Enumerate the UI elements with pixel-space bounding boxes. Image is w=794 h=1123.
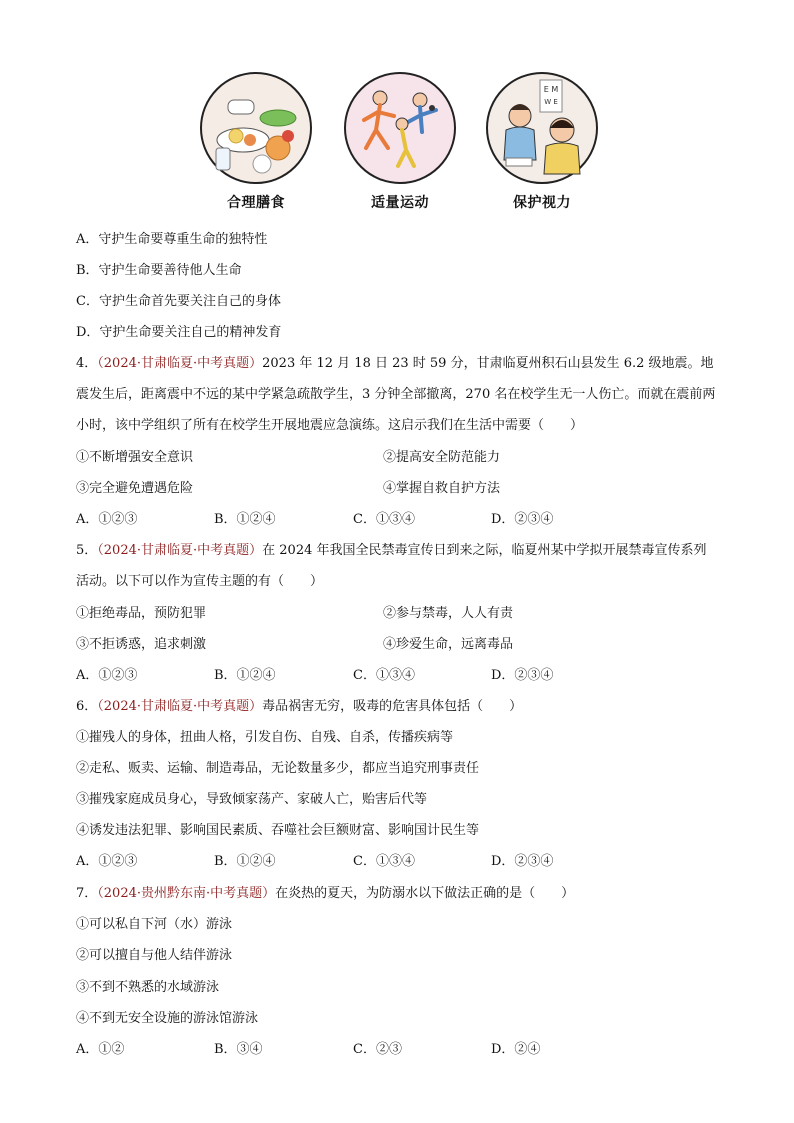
q7-item-2: ②可以擅自与他人结伴游泳 — [76, 948, 233, 963]
q7-choice-b: B．③④ — [214, 1042, 263, 1057]
q4-item-1: ①不断增强安全意识 — [76, 450, 194, 465]
q3-option-a: A．守护生命要尊重生命的独特性 — [76, 232, 268, 247]
q4-choice-a: A．①②③ — [76, 512, 138, 527]
exercise-icon — [342, 70, 458, 186]
q7-choice-a: A．①② — [76, 1042, 125, 1057]
q6-item-4: ④诱发违法犯罪、影响国民素质、吞噬社会巨额财富、影响国计民生等 — [76, 823, 480, 838]
question-source: （2024·甘肃临夏·中考真题） — [97, 699, 263, 714]
q6-stem — [76, 698, 522, 716]
food-plate-icon — [198, 70, 314, 186]
q7-choice-c: C．②③ — [353, 1042, 402, 1057]
q4-item-3: ③完全避免遭遇危险 — [76, 481, 194, 496]
q6-item-3: ③摧残家庭成员身心，导致倾家荡产、家破人亡，贻害后代等 — [76, 792, 428, 807]
q3-option-d: D．守护生命要关注自己的精神发育 — [76, 325, 282, 340]
q5-choice-c: C．①③④ — [353, 668, 415, 683]
q5-choice-a: A．①②③ — [76, 668, 138, 683]
q5-choice-b: B．①②④ — [214, 668, 276, 683]
question-text: 在 2024 年我国全民禁毒宣传日到来之际，临夏州某中学拟开展禁毒宣传系列活动。以下可以作为宣传主题的有（ ） — [76, 543, 707, 589]
q5-item-4: ④珍爱生命，远离毒品 — [383, 637, 514, 652]
q4-item-4: ④掌握自救自护方法 — [383, 481, 501, 496]
q4-choice-b: B．①②④ — [214, 512, 276, 527]
question-text: 毒品祸害无穷，吸毒的危害具体包括（ ） — [262, 699, 523, 714]
illustration-eyes — [482, 70, 602, 212]
q7-item-1: ①可以私自下河（水）游泳 — [76, 917, 233, 932]
q5-choice-d: D．②③④ — [491, 668, 554, 683]
q5-stem — [76, 535, 716, 597]
q6-choice-c: C．①③④ — [353, 854, 415, 869]
question-number: 7． — [76, 886, 98, 901]
q3-option-b: B．守护生命要善待他人生命 — [76, 263, 242, 278]
illustration-row — [196, 70, 616, 210]
q6-item-2: ②走私、贩卖、运输、制造毒品，无论数量多少，都应当追究刑事责任 — [76, 761, 480, 776]
q4-choice-c: C．①③④ — [353, 512, 415, 527]
q7-item-4: ④不到无安全设施的游泳馆游泳 — [76, 1011, 259, 1026]
q4-stem — [76, 348, 716, 441]
question-number: 4． — [76, 356, 98, 371]
q7-stem — [76, 885, 574, 903]
q4-choice-d: D．②③④ — [491, 512, 554, 527]
question-text: 2023 年 12 月 18 日 23 时 59 分，甘肃临夏州积石山县发生 6.2 级地震。地震发生后，距离震中不远的某中学紧急疏散学生，3 分钟全部撤离，270 名在校学生无一人伤亡。而就在震前两小时，该中学组织了所有在校学生开展地震应急演练。这启示我们在生活中需要（ ） — [76, 356, 716, 433]
q6-choice-d: D．②③④ — [491, 854, 554, 869]
illustration-caption: 合理膳食 — [227, 195, 285, 211]
q5-item-3: ③不拒诱惑，追求刺激 — [76, 637, 207, 652]
illustration-diet — [196, 70, 316, 212]
question-number: 6． — [76, 699, 98, 714]
q6-choice-b: B．①②④ — [214, 854, 276, 869]
q5-item-2: ②参与禁毒，人人有责 — [383, 606, 514, 621]
question-number: 5． — [76, 543, 98, 558]
question-text: 在炎热的夏天，为防溺水以下做法正确的是（ ） — [275, 886, 575, 901]
illustration-caption: 适量运动 — [371, 195, 429, 211]
svg-text:E M: E M — [543, 85, 559, 94]
q3-option-c: C．守护生命首先要关注自己的身体 — [76, 294, 281, 309]
question-source: （2024·甘肃临夏·中考真题） — [97, 356, 263, 371]
eye-care-icon — [484, 70, 600, 186]
question-source: （2024·贵州黔东南·中考真题） — [97, 886, 276, 901]
q5-item-1: ①拒绝毒品，预防犯罪 — [76, 606, 207, 621]
question-source: （2024·甘肃临夏·中考真题） — [97, 543, 263, 558]
q7-item-3: ③不到不熟悉的水域游泳 — [76, 980, 220, 995]
q6-choice-a: A．①②③ — [76, 854, 138, 869]
svg-text:W E: W E — [544, 98, 558, 106]
illustration-caption: 保护视力 — [513, 195, 571, 211]
q7-choice-d: D．②④ — [491, 1042, 541, 1057]
q4-item-2: ②提高安全防范能力 — [383, 450, 501, 465]
q6-item-1: ①摧残人的身体，扭曲人格，引发自伤、自残、自杀，传播疾病等 — [76, 730, 454, 745]
illustration-exercise — [340, 70, 460, 212]
